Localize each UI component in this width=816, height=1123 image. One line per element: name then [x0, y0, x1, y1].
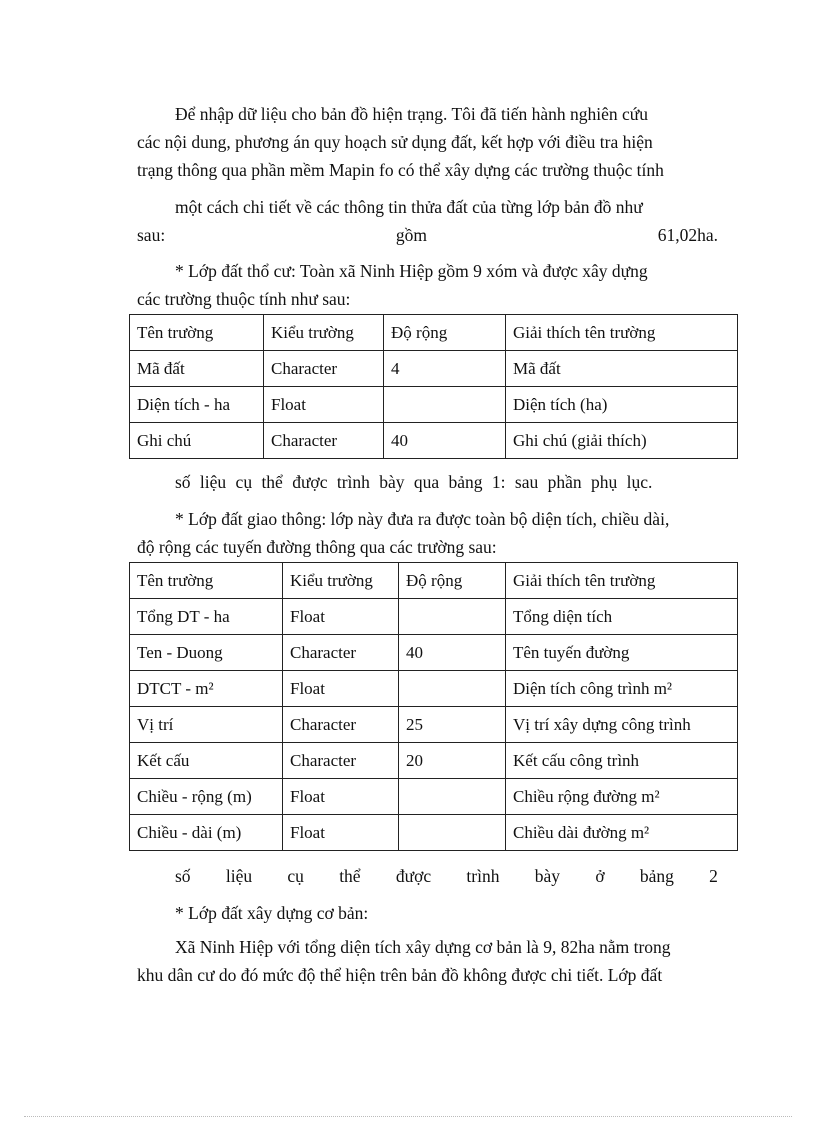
table-cell: Ghi chú [130, 423, 264, 459]
table-cell: Tên trường [130, 563, 283, 599]
table-row [130, 779, 738, 815]
table-cell: Float [264, 387, 384, 423]
table-cell: Tên trường [130, 315, 264, 351]
table-cell: 40 [399, 635, 506, 671]
table-cell: Character [264, 351, 384, 387]
table-cell: Diện tích - ha [130, 387, 264, 423]
paragraph-line: khu dân cư do đó mức độ thể hiện trên bản đồ không được chi tiết. Lớp đất [137, 965, 663, 985]
table-cell: Ghi chú (giải thích) [506, 423, 738, 459]
table-row [130, 815, 738, 851]
word: bảng [639, 866, 674, 886]
paragraph-line: Xã Ninh Hiệp với tổng diện tích xây dựng cơ bản là 9, 82ha nằm trong [175, 937, 671, 957]
table-row [130, 743, 738, 779]
paragraph-line: độ rộng các tuyến đường thông qua các trường sau: [137, 537, 497, 557]
paragraph-line: * Lớp đất xây dựng cơ bản: [175, 903, 369, 923]
table-cell: Kiểu trường [264, 315, 384, 351]
table-cell: Float [283, 815, 399, 851]
table-row [130, 671, 738, 707]
word: gồm [395, 225, 428, 245]
table-cell: Độ rộng [399, 563, 506, 599]
table-cell: Chiều - dài (m) [130, 815, 283, 851]
word: liệu [225, 866, 253, 886]
table-row [130, 599, 738, 635]
table-row [130, 387, 738, 423]
justified-line [175, 865, 718, 887]
word: 61,02ha. [657, 225, 718, 245]
word: sau: [137, 225, 166, 245]
table-cell: Ten - Duong [130, 635, 283, 671]
table-cell: Độ rộng [384, 315, 506, 351]
table-cell: Float [283, 779, 399, 815]
word: cụ [287, 866, 304, 886]
table-cell: Character [283, 707, 399, 743]
table-cell: Chiều dài đường m² [506, 815, 738, 851]
table-cell: Chiều rộng đường m² [506, 779, 738, 815]
table-cell: DTCT - m² [130, 671, 283, 707]
attribute-table-2 [129, 562, 738, 851]
paragraph-line: các trường thuộc tính như sau: [137, 289, 351, 309]
table-cell: Diện tích (ha) [506, 387, 738, 423]
word: 2 [709, 866, 718, 886]
table-cell [399, 815, 506, 851]
table-row [130, 423, 738, 459]
table-cell: Float [283, 599, 399, 635]
table-cell: Kết cấu công trình [506, 743, 738, 779]
table-cell: Mã đất [506, 351, 738, 387]
table-row [130, 351, 738, 387]
word: thể [339, 866, 361, 886]
table-cell: Mã đất [130, 351, 264, 387]
table-cell: Giải thích tên trường [506, 563, 738, 599]
table-cell [399, 599, 506, 635]
table-cell: Kiểu trường [283, 563, 399, 599]
paragraph-line: * Lớp đất thổ cư: Toàn xã Ninh Hiệp gồm 9 xóm và được xây dựng [175, 261, 648, 281]
word: được [395, 866, 432, 886]
table-row [130, 315, 738, 351]
table-cell: Kết cấu [130, 743, 283, 779]
table-cell: Vị trí xây dựng công trình [506, 707, 738, 743]
table-cell: Tổng diện tích [506, 599, 738, 635]
table-cell: 4 [384, 351, 506, 387]
attribute-table-1 [129, 314, 738, 459]
table-row [130, 707, 738, 743]
table-cell: 40 [384, 423, 506, 459]
paragraph-line: số liệu cụ thể được trình bày qua bảng 1: sau phần phụ lục. [175, 472, 653, 492]
table-cell: Giải thích tên trường [506, 315, 738, 351]
paragraph-line: Để nhập dữ liệu cho bản đồ hiện trạng. Tôi đã tiến hành nghiên cứu [175, 104, 649, 124]
table-cell [384, 387, 506, 423]
paragraph-line: * Lớp đất giao thông: lớp này đưa ra được toàn bộ diện tích, chiều dài, [175, 509, 670, 529]
page-bottom-rule [24, 1116, 792, 1117]
justified-line [137, 224, 718, 246]
table-cell: 25 [399, 707, 506, 743]
word: trình [466, 866, 500, 886]
table-cell: Chiều - rộng (m) [130, 779, 283, 815]
paragraph-line: một cách chi tiết về các thông tin thửa đất của từng lớp bản đồ như [175, 197, 643, 217]
table-cell: Vị trí [130, 707, 283, 743]
table-cell: 20 [399, 743, 506, 779]
table-cell: Float [283, 671, 399, 707]
word: ở [595, 866, 605, 886]
table-cell: Diện tích công trình m² [506, 671, 738, 707]
paragraph-line: các nội dung, phương án quy hoạch sử dụng đất, kết hợp với điều tra hiện [137, 132, 653, 152]
table-cell: Tổng DT - ha [130, 599, 283, 635]
table-row [130, 563, 738, 599]
word: số [175, 866, 191, 886]
table-cell: Character [283, 635, 399, 671]
table-cell: Tên tuyến đường [506, 635, 738, 671]
table-cell: Character [264, 423, 384, 459]
table-cell [399, 779, 506, 815]
table-cell [399, 671, 506, 707]
table-row [130, 635, 738, 671]
word: bày [534, 866, 561, 886]
table-cell: Character [283, 743, 399, 779]
paragraph-line: trạng thông qua phần mềm Mapin fo có thể xây dựng các trường thuộc tính [137, 160, 664, 180]
